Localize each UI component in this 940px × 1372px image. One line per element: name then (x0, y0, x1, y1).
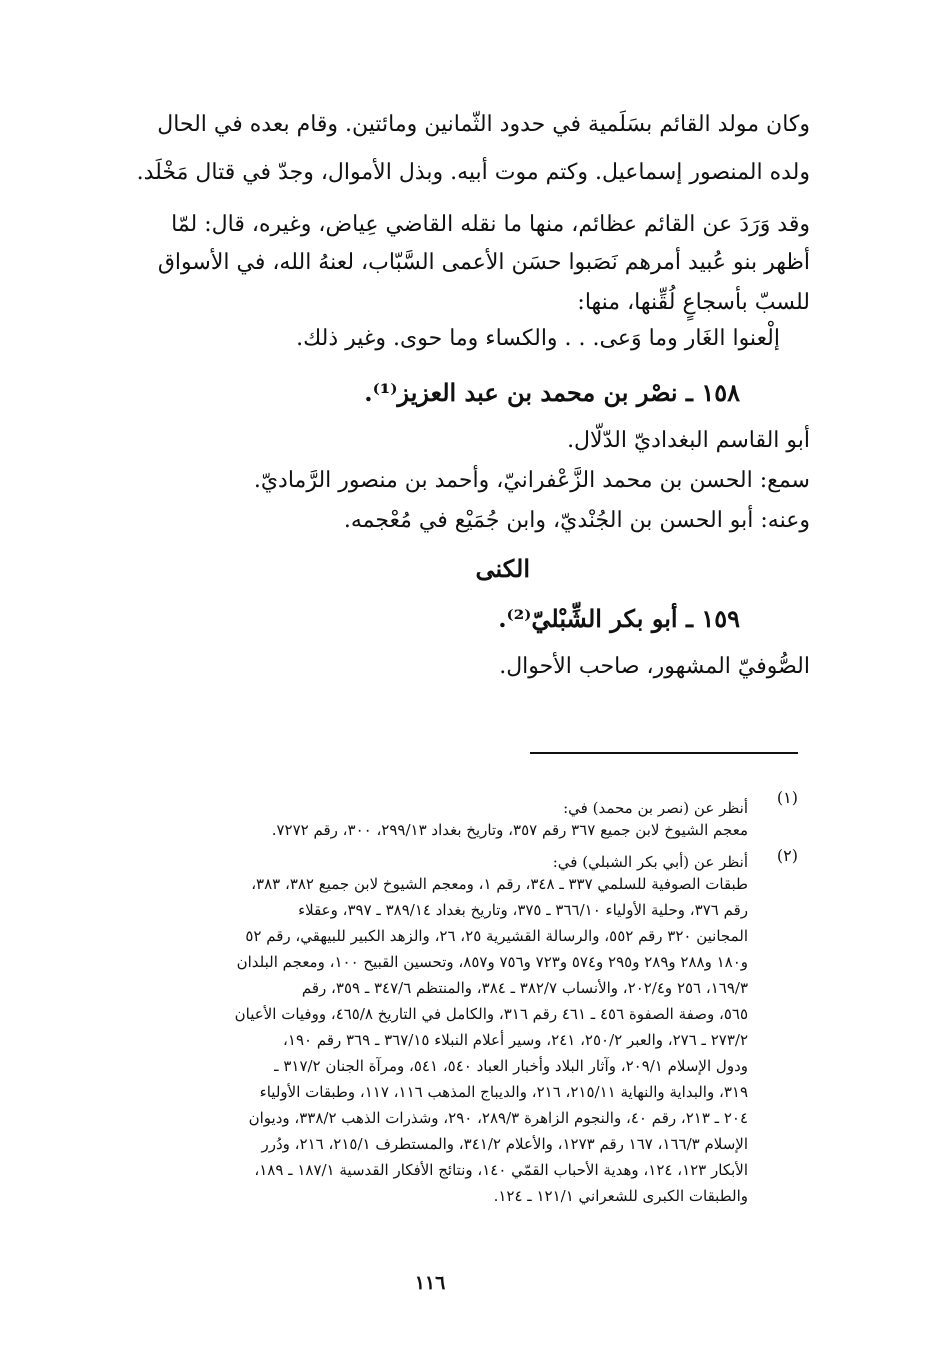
footnote-separator (530, 752, 798, 754)
entry-heading-159: ١٥٩ ـ أبو بكر الشِّبْليّ⁽²⁾. (498, 604, 740, 633)
entry-line: الصُّوفيّ المشهور، صاحب الأحوال. (499, 654, 810, 679)
footnote-line: طبقات الصوفية للسلمي ٣٣٧ ـ ٣٤٨، رقم ١، ومعجم الشيوخ لابن جميع ٣٨٢، ٣٨٣، (251, 875, 748, 893)
entry-line: سمع: الحسن بن محمد الزَّعْفرانيّ، وأحمد بن منصور الرَّماديّ. (253, 468, 810, 493)
footnote-line: ٣١٩، والبداية والنهاية ٢١٥/١١، ٢١٦، والديباج المذهب ١١٦، ١١٧، وطبقات الأولياء (259, 1083, 748, 1101)
paragraph-line: وكان مولد القائم بسَلَمية في حدود الثّمانين ومائتين. وقام بعده في الحال (157, 112, 810, 137)
verse-line: إلْعنوا الغَار وما وَعى. . . والكساء وما حوى. وغير ذلك. (296, 326, 780, 351)
footnote-line: رقم ٣٧٦، وحلية الأولياء ٣٦٦/١٠ ـ ٣٧٥، وتاريخ بغداد ٣٨٩/١٤ ـ ٣٩٧، وعقلاء (298, 901, 748, 919)
paragraph-line: أظهر بنو عُبيد أمرهم نَصَبوا حسَن الأعمى السَّبّاب، لعنهُ الله، في الأسواق (157, 250, 810, 275)
paragraph-line: ولده المنصور إسماعيل. وكتم موت أبيه. وبذل الأموال، وجدّ في قتال مَخْلَد. (136, 160, 810, 185)
paragraph-line: وقد وَرَدَ عن القائم عظائم، منها ما نقله القاضي عِياض، وغيره، قال: لمّا (171, 212, 810, 237)
section-title: الكنى (475, 554, 530, 583)
footnote-line: ١٦٩/٣، ٢٥٦ و٢٠٢/٤، والأنساب ٣٨٢/٧ ـ ٣٨٤، والمنتظم ٣٤٧/٦ ـ ٣٥٩، رقم (301, 979, 748, 997)
footnote-line: الأبكار ١٢٣، ١٢٤، وهدية الأحباب القمّي ١٤٠، ونتائج الأفكار القدسية ١٨٧/١ ـ ١٨٩، (254, 1161, 748, 1179)
footnote-line: معجم الشيوخ لابن جميع ٣٦٧ رقم ٣٥٧، وتاريخ بغداد ٢٩٩/١٣، ٣٠٠، رقم ٧٢٧٢. (271, 821, 748, 839)
footnote-line: أنظر عن (أبي بكر الشبلي) في: (552, 853, 748, 871)
entry-line: أبو القاسم البغداديّ الدّلّال. (567, 428, 810, 453)
footnote-line: الإسلام ١٦٦/٣، ١٦٧ رقم ١٢٧٣، والأعلام ٣٤١/٢، والمستطرف ٢١٥/١، ٢١٦، ودُرر (261, 1135, 748, 1153)
footnote-line: ٢٧٣/٢ ـ ٢٧٦، والعبر ٢٥٠/٢، ٢٤١، وسير أعلام النبلاء ٣٦٧/١٥ ـ ٣٦٩ رقم ١٩٠، (283, 1031, 748, 1049)
entry-heading-158: ١٥٨ ـ نصْر بن محمد بن عبد العزيز⁽¹⁾. (364, 378, 740, 407)
footnote-line: ودول الإسلام ٢٠٩/١، وآثار البلاد وأخبار العباد ٥٤٠، ٥٤١، ومرآة الجنان ٣١٧/٢ ـ (274, 1057, 748, 1075)
footnote-number: (١) (776, 788, 798, 807)
footnote-number: (٢) (776, 846, 798, 865)
footnote-line: ٢٠٤ ـ ٢١٣، رقم ٤٠، والنجوم الزاهرة ٢٨٩/٣، ٢٩٠، وشذرات الذهب ٣٣٨/٢، وديوان (248, 1109, 748, 1127)
paragraph-line: للسبّ بأسجاعٍ لُقِّنها، منها: (577, 290, 810, 315)
footnote-line: المجانين ٣٢٠ رقم ٥٥٢، والرسالة القشيرية ٢٥، ٢٦، والزهد الكبير للبيهقي، رقم ٥٢ (245, 927, 748, 945)
footnote-line: ٥٦٥، وصفة الصفوة ٤٥٦ ـ ٤٦١ رقم ٣١٦، والكامل في التاريخ ٤٦٥/٨، ووفيات الأعيان (234, 1005, 748, 1023)
footnote-line: والطبقات الكبرى للشعراني ١٢١/١ ـ ١٢٤. (493, 1187, 748, 1205)
footnote-line: و١٨٠ و٢٨٨ و٢٨٩ و٢٩٥ و٥٧٤ و٧٢٣ و٧٥٦ و٨٥٧، وتحسين القبيح ١٠٠، ومعجم البلدان (236, 953, 748, 971)
page-number: ١١٦ (414, 1272, 446, 1294)
footnote-line: أنظر عن (نصر بن محمد) في: (563, 799, 748, 817)
entry-line: وعنه: أبو الحسن بن الجُنْديّ، وابن جُمَيْع في مُعْجمه. (343, 508, 810, 533)
